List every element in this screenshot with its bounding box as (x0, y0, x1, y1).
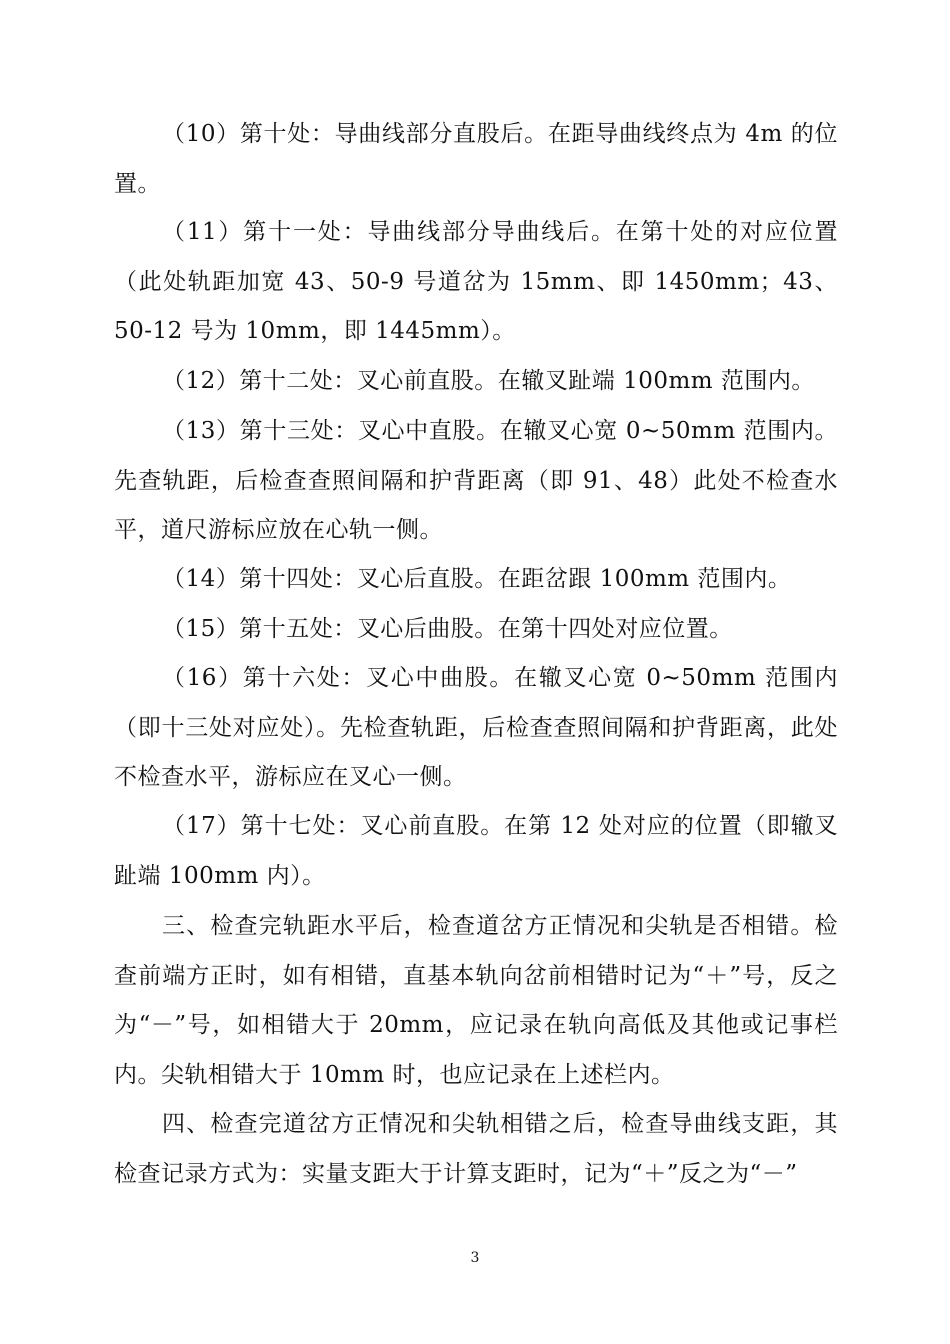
paragraph-17: （17）第十七处：叉心前直股。在第 12 处对应的位置（即辙叉趾端 100mm 内）。 (114, 813, 838, 889)
paragraph-14: （14）第十四处：叉心后直股。在距岔跟 100mm 范围内。 (162, 566, 792, 592)
paragraph-12: （12）第十二处：叉心前直股。在辙叉趾端 100mm 范围内。 (162, 368, 815, 394)
paragraph-13: （13）第十三处：叉心中直股。在辙叉心宽 0~50mm 范围内。先查轨距，后检查查照间隔和护背距离（即 91、48）此处不检查水平，道尺游标应放在心轨一侧。 (114, 418, 838, 543)
paragraph-10: （10）第十处：导曲线部分直股后。在距导曲线终点为 4m 的位置。 (114, 121, 838, 197)
paragraph-15: （15）第十五处：叉心后曲股。在第十四处对应位置。 (162, 616, 733, 642)
section-four-paragraph: 四、检查完道岔方正情况和尖轨相错之后，检查导曲线支距，其检查记录方式为：实量支距大于计算支距时，记为“＋”反之为“－” (114, 1111, 838, 1187)
paragraph-11: （11）第十一处：导曲线部分导曲线后。在第十处的对应位置（此处轨距加宽 43、50-9 号道岔为 15mm、即 1450mm；43、50-12 号为 10mm，即 1445mm）。 (114, 219, 838, 344)
paragraph-16: （16）第十六处：叉心中曲股。在辙叉心宽 0~50mm 范围内（即十三处对应处）。先检查轨距，后检查查照间隔和护背距离，此处不检查水平，游标应在叉心一侧。 (114, 665, 838, 790)
section-three-paragraph: 三、检查完轨距水平后，检查道岔方正情况和尖轨是否相错。检查前端方正时，如有相错，直基本轨向岔前相错时记为“＋”号，反之为“－”号，如相错大于 20mm，应记录在轨向高低及其他或记事栏内。尖轨相错大于 10mm 时，也应记录在上述栏内。 (114, 913, 838, 1088)
page-number: 3 (470, 1250, 480, 1266)
